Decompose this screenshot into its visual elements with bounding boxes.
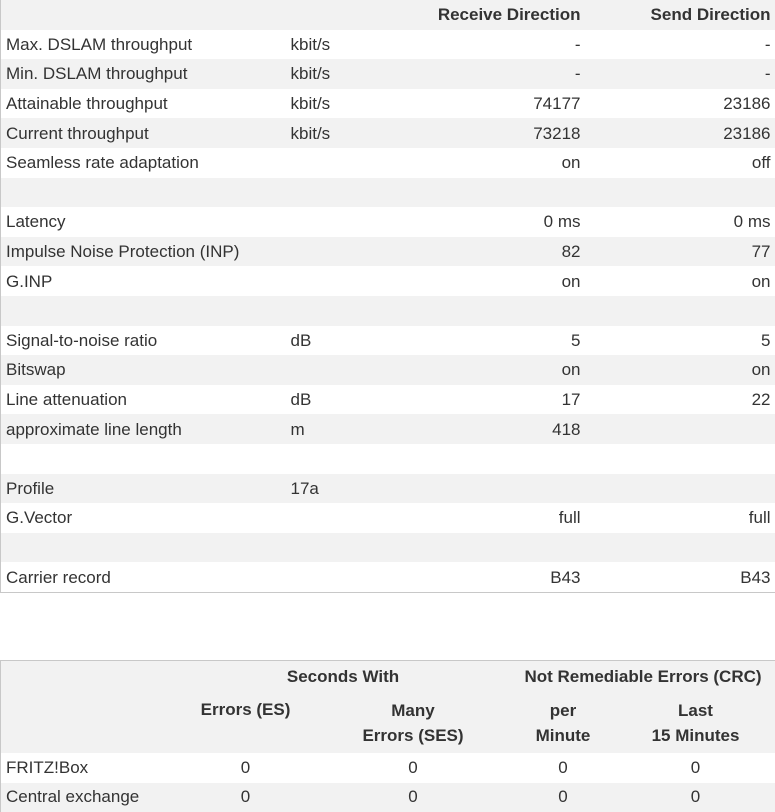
row-unit: [286, 207, 406, 237]
dsl-table-row: [1, 474, 775, 504]
row-label: Line attenuation: [1, 385, 286, 415]
error-table-column-header: [1, 693, 775, 753]
send-value: 5: [586, 326, 775, 356]
row-label: Profile: [1, 474, 286, 504]
receive-value: [406, 178, 586, 208]
dsl-table-row: [1, 385, 775, 415]
send-value: 23186: [586, 118, 775, 148]
dsl-table-row: [1, 296, 775, 326]
dsl-table-row: [1, 237, 775, 267]
dsl-table-row: [1, 178, 775, 208]
receive-value: [406, 444, 586, 474]
dsl-table-row: [1, 562, 775, 592]
ses-value: 0: [316, 783, 511, 812]
dsl-table-row: [1, 207, 775, 237]
row-unit: kbit/s: [286, 59, 406, 89]
error-row-fritzbox: [1, 753, 775, 783]
dsl-table-row: [1, 533, 775, 563]
row-label: Carrier record: [1, 562, 286, 592]
receive-value: [406, 296, 586, 326]
receive-value: 5: [406, 326, 586, 356]
row-unit: kbit/s: [286, 89, 406, 119]
dsl-table-row: [1, 59, 775, 89]
receive-value: [406, 533, 586, 563]
last-15-minutes-header: Last 15 Minutes: [616, 693, 775, 753]
send-value: -: [586, 30, 775, 60]
row-label: FRITZ!Box: [1, 753, 176, 783]
row-label: [1, 444, 286, 474]
many-errors-ses-header: Many Errors (SES): [316, 693, 511, 753]
send-value: full: [586, 503, 775, 533]
error-statistics-table: [0, 660, 775, 812]
row-label: Current throughput: [1, 118, 286, 148]
receive-value: 418: [406, 414, 586, 444]
receive-value: B43: [406, 562, 586, 592]
dsl-table-row: [1, 266, 775, 296]
row-label: [1, 178, 286, 208]
dsl-table-row: [1, 30, 775, 60]
dsl-table-row: [1, 89, 775, 119]
row-label: Attainable throughput: [1, 89, 286, 119]
send-value: 22: [586, 385, 775, 415]
send-value: [586, 533, 775, 563]
row-unit: [286, 296, 406, 326]
row-label: Bitswap: [1, 355, 286, 385]
dsl-table-row: [1, 503, 775, 533]
per-minute-value: 0: [511, 783, 616, 812]
row-label: approximate line length: [1, 414, 286, 444]
send-value: [586, 444, 775, 474]
row-unit: [286, 148, 406, 178]
es-value: 0: [176, 753, 316, 783]
ses-value: 0: [316, 753, 511, 783]
per-minute-value: 0: [511, 753, 616, 783]
receive-value: on: [406, 266, 586, 296]
send-value: 0 ms: [586, 207, 775, 237]
row-unit: [286, 355, 406, 385]
receive-value: -: [406, 59, 586, 89]
send-value: [586, 414, 775, 444]
row-unit: dB: [286, 385, 406, 415]
error-table-group-header: [1, 661, 775, 694]
row-unit: dB: [286, 326, 406, 356]
send-value: on: [586, 266, 775, 296]
row-unit: [286, 562, 406, 592]
row-unit: m: [286, 414, 406, 444]
row-unit: 17a: [286, 474, 406, 504]
receive-value: 74177: [406, 89, 586, 119]
row-label: G.Vector: [1, 503, 286, 533]
per-minute-header: per Minute: [511, 693, 616, 753]
row-label: Latency: [1, 207, 286, 237]
receive-value: -: [406, 30, 586, 60]
crc-errors-header: Not Remediable Errors (CRC): [511, 661, 775, 694]
dsl-table-row: [1, 148, 775, 178]
send-value: 77: [586, 237, 775, 267]
row-unit: kbit/s: [286, 118, 406, 148]
row-unit: [286, 444, 406, 474]
send-value: on: [586, 355, 775, 385]
last-15-minutes-value: 0: [616, 753, 775, 783]
receive-value: 17: [406, 385, 586, 415]
send-value: B43: [586, 562, 775, 592]
error-row-central-exchange: [1, 783, 775, 812]
send-value: 23186: [586, 89, 775, 119]
row-unit: [286, 503, 406, 533]
dsl-table-row: [1, 444, 775, 474]
last-15-minutes-value: 0: [616, 783, 775, 812]
row-label: Seamless rate adaptation: [1, 148, 286, 178]
row-label: Min. DSLAM throughput: [1, 59, 286, 89]
receive-value: on: [406, 148, 586, 178]
dsl-table-row: [1, 118, 775, 148]
dsl-table-row: [1, 326, 775, 356]
row-label: [1, 296, 286, 326]
row-label: [1, 533, 286, 563]
row-unit: [286, 178, 406, 208]
dsl-table-row: [1, 355, 775, 385]
dsl-table-row: [1, 414, 775, 444]
row-label: Central exchange: [1, 783, 176, 812]
receive-value: 0 ms: [406, 207, 586, 237]
errors-es-header: Errors (ES): [176, 693, 316, 753]
send-value: off: [586, 148, 775, 178]
receive-value: on: [406, 355, 586, 385]
row-unit: kbit/s: [286, 30, 406, 60]
seconds-with-header: Seconds With: [176, 661, 511, 694]
row-label: Max. DSLAM throughput: [1, 30, 286, 60]
send-value: [586, 296, 775, 326]
row-label: Impulse Noise Protection (INP): [1, 237, 286, 267]
receive-value: 73218: [406, 118, 586, 148]
dsl-table-header: [1, 0, 775, 30]
row-label: G.INP: [1, 266, 286, 296]
receive-value: full: [406, 503, 586, 533]
row-unit: [286, 266, 406, 296]
es-value: 0: [176, 783, 316, 812]
receive-direction-header: Receive Direction: [406, 0, 586, 30]
row-unit: [286, 533, 406, 563]
row-label: Signal-to-noise ratio: [1, 326, 286, 356]
send-direction-header: Send Direction: [586, 0, 775, 30]
send-value: -: [586, 59, 775, 89]
row-unit: [286, 237, 406, 267]
receive-value: 82: [406, 237, 586, 267]
send-value: [586, 178, 775, 208]
send-value: [586, 474, 775, 504]
receive-value: [406, 474, 586, 504]
